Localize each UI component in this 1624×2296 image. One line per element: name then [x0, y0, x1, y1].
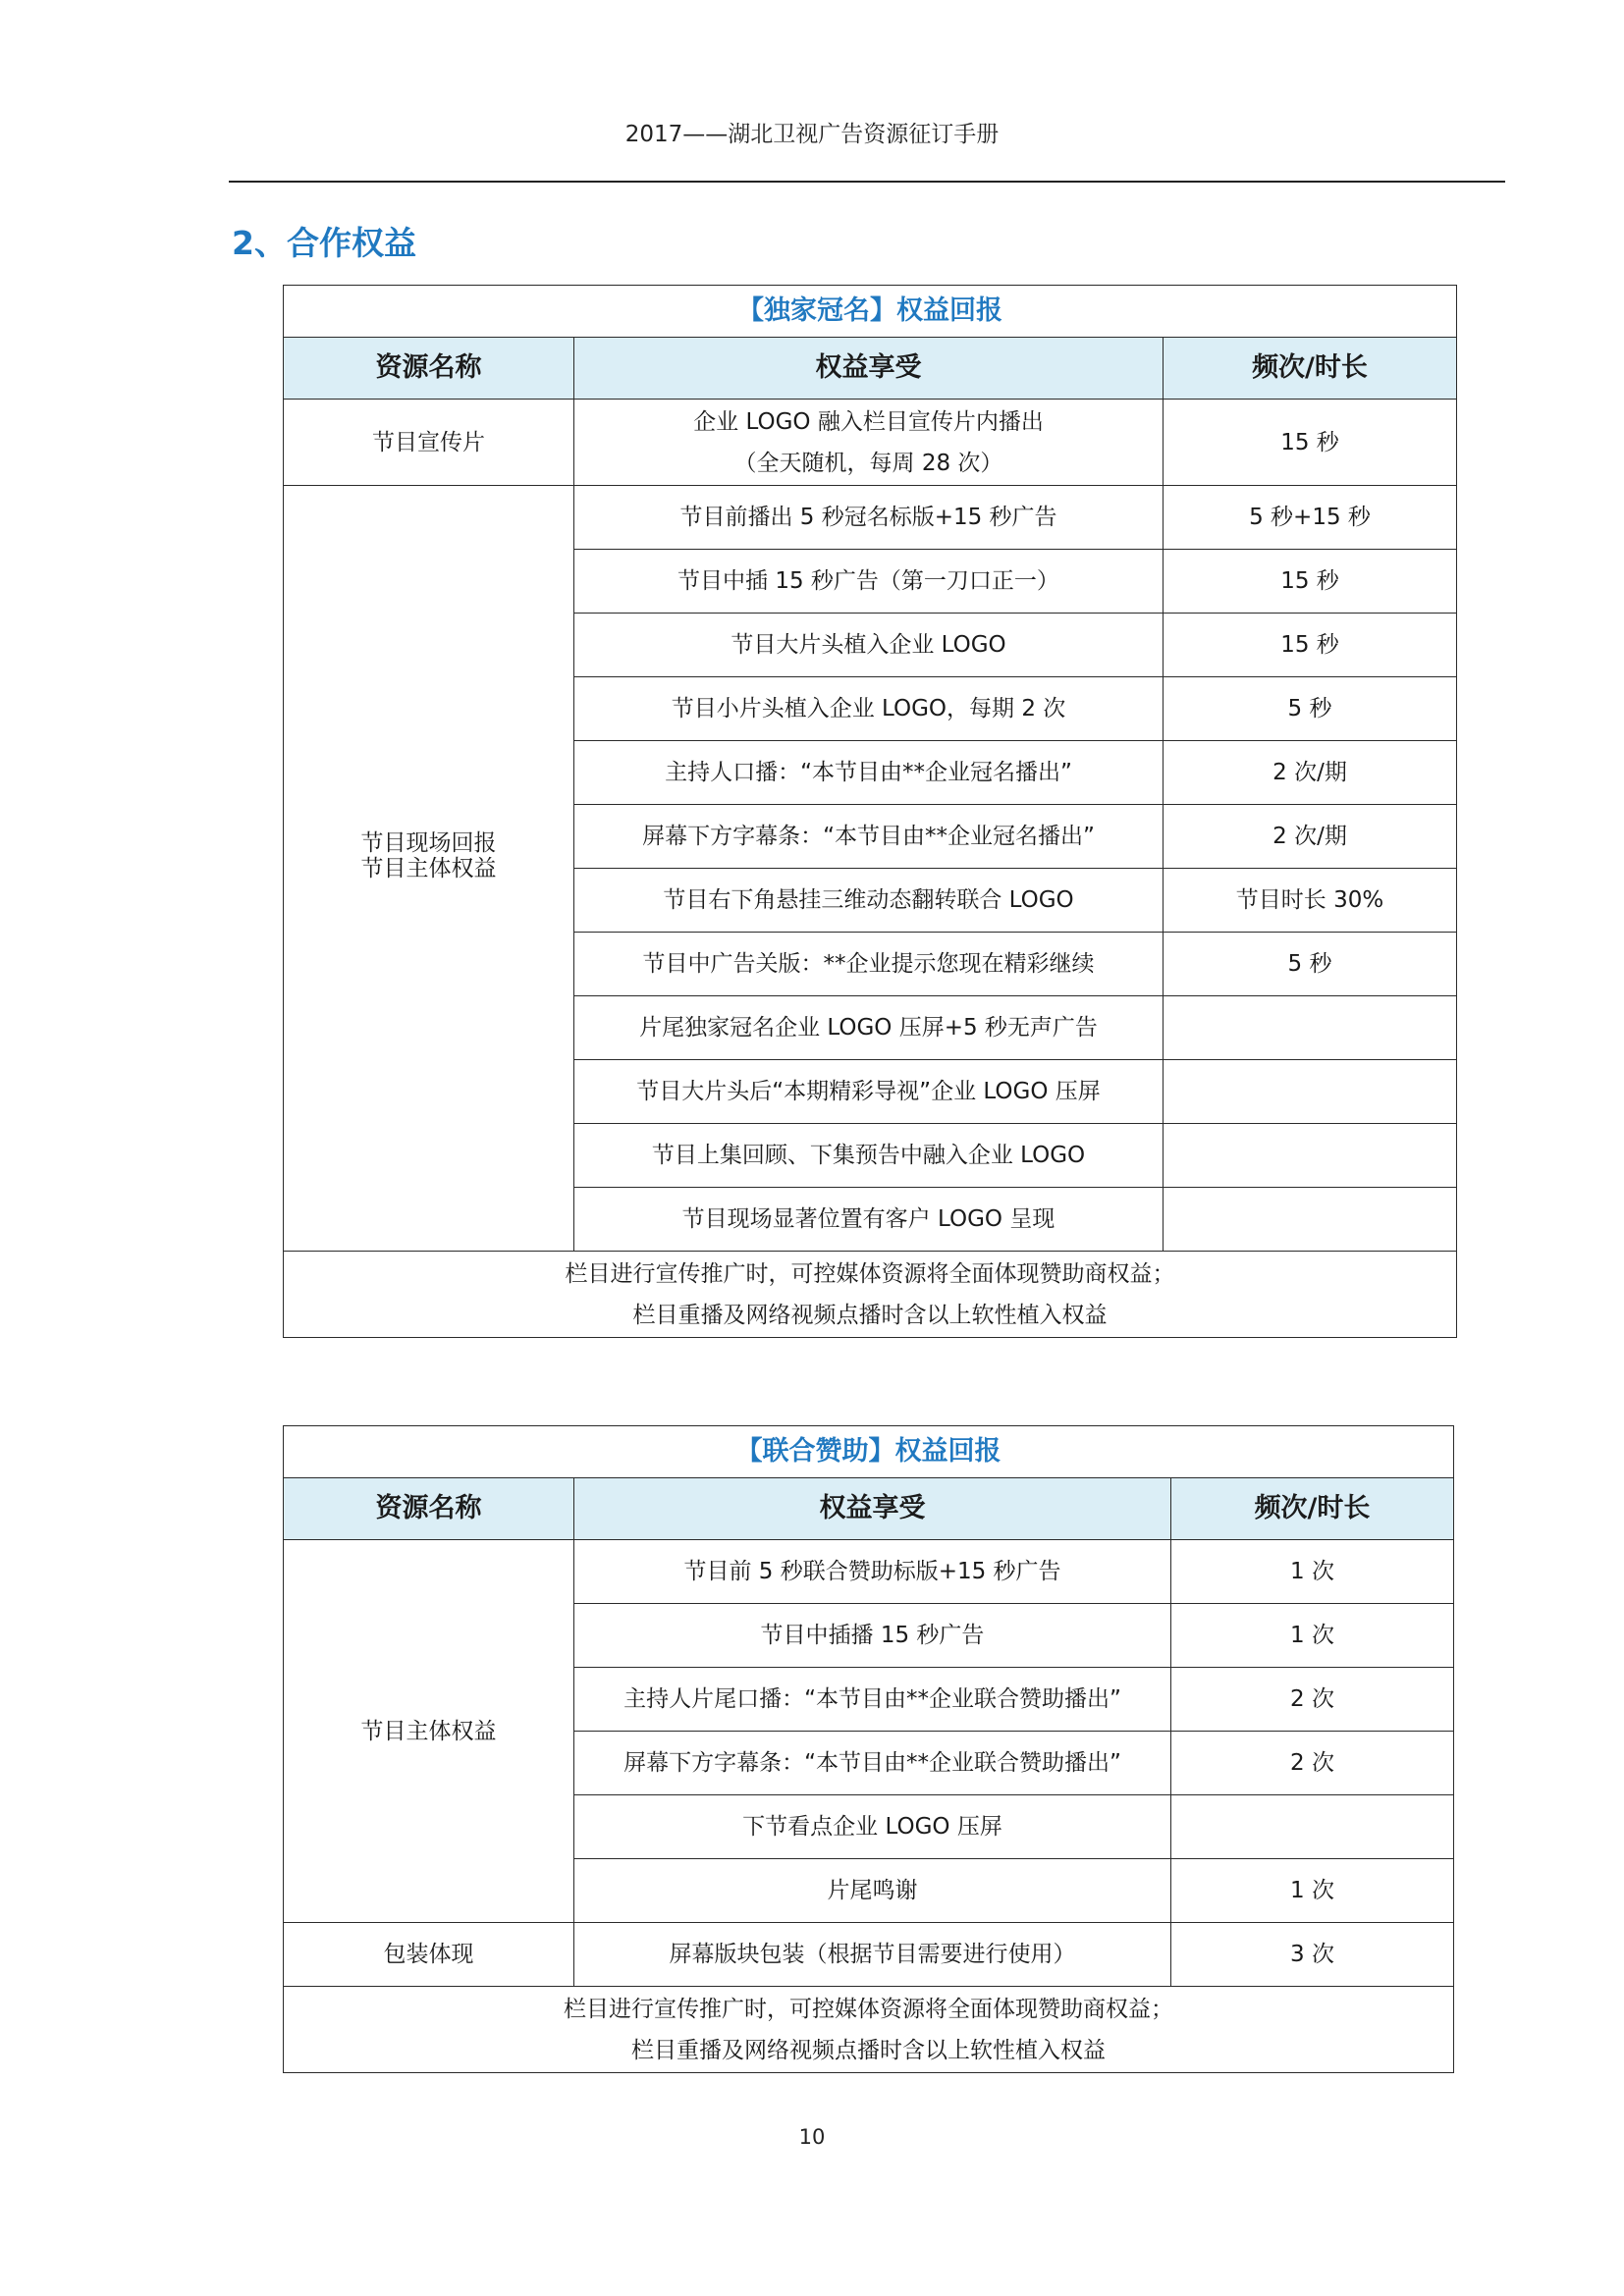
benefit-cell: 节目大片头后“本期精彩导视”企业 LOGO 压屏: [574, 1060, 1164, 1124]
frequency-cell: 5 秒+15 秒: [1164, 486, 1457, 550]
frequency-cell: 2 次: [1171, 1668, 1454, 1732]
frequency-cell: 15 秒: [1164, 400, 1457, 486]
benefit-cell: 片尾鸣谢: [574, 1859, 1171, 1923]
benefit-cell: [574, 400, 1164, 486]
benefit-line: 企业 LOGO 融入栏目宣传片内播出: [693, 408, 1044, 435]
benefit-cell: 节目中广告关版：**企业提示您现在精彩继续: [574, 933, 1164, 996]
resource-name-cell: 包装体现: [284, 1923, 574, 1987]
resource-name-cell: 节目宣传片: [284, 400, 574, 486]
benefit-cell: 主持人口播：“本节目由**企业冠名播出”: [574, 741, 1164, 805]
table-header-row: [284, 338, 1457, 400]
benefit-cell: 节目上集回顾、下集预告中融入企业 LOGO: [574, 1124, 1164, 1188]
table-row: [284, 486, 1457, 550]
table-caption: 【独家冠名】权益回报: [284, 286, 1457, 338]
benefit-cell: 节目小片头植入企业 LOGO，每期 2 次: [574, 677, 1164, 741]
exclusive-sponsorship-table: [283, 285, 1457, 1338]
resource-name-cell: [284, 486, 574, 1252]
frequency-cell: 2 次: [1171, 1732, 1454, 1795]
column-header-benefit: 权益享受: [574, 1478, 1171, 1540]
frequency-cell: 节目时长 30%: [1164, 869, 1457, 933]
frequency-cell: 1 次: [1171, 1604, 1454, 1668]
table-note-cell: [284, 1252, 1457, 1338]
frequency-cell: 2 次/期: [1164, 741, 1457, 805]
frequency-cell: 15 秒: [1164, 614, 1457, 677]
header-divider: [229, 181, 1505, 183]
page-number: 10: [798, 2125, 826, 2149]
page-header-title: 2017——湖北卫视广告资源征订手册: [624, 122, 1000, 147]
benefit-cell: 片尾独家冠名企业 LOGO 压屏+5 秒无声广告: [574, 996, 1164, 1060]
category-onsite-label: 节目现场回报: [360, 829, 497, 856]
benefit-cell: 屏幕下方字幕条：“本节目由**企业联合赞助播出”: [574, 1732, 1171, 1795]
benefit-cell: 节目现场显著位置有客户 LOGO 呈现: [574, 1188, 1164, 1252]
frequency-cell: 2 次/期: [1164, 805, 1457, 869]
benefit-cell: 节目大片头植入企业 LOGO: [574, 614, 1164, 677]
joint-sponsorship-table: [283, 1425, 1454, 2073]
note-line: 栏目进行宣传推广时，可控媒体资源将全面体现赞助商权益；: [564, 1996, 1173, 2022]
frequency-cell: 1 次: [1171, 1540, 1454, 1604]
benefit-cell: 屏幕版块包装（根据节目需要进行使用）: [574, 1923, 1171, 1987]
table-caption: 【联合赞助】权益回报: [284, 1426, 1454, 1478]
frequency-cell: 3 次: [1171, 1923, 1454, 1987]
benefit-cell: 屏幕下方字幕条：“本节目由**企业冠名播出”: [574, 805, 1164, 869]
table-note-row: [284, 1987, 1454, 2073]
benefit-cell: 主持人片尾口播：“本节目由**企业联合赞助播出”: [574, 1668, 1171, 1732]
column-header-benefit: 权益享受: [574, 338, 1164, 400]
column-header-frequency: 频次/时长: [1164, 338, 1457, 400]
note-line: 栏目重播及网络视频点播时含以上软性植入权益: [632, 1302, 1108, 1328]
table-note-cell: [284, 1987, 1454, 2073]
frequency-cell: [1171, 1795, 1454, 1859]
benefit-cell: 节目中插播 15 秒广告: [574, 1604, 1171, 1668]
category-main-label: 节目主体权益: [360, 855, 497, 881]
benefit-cell: 节目右下角悬挂三维动态翻转联合 LOGO: [574, 869, 1164, 933]
column-header-resource: 资源名称: [284, 1478, 574, 1540]
frequency-cell: 5 秒: [1164, 677, 1457, 741]
benefit-cell: 节目中插 15 秒广告（第一刀口正一）: [574, 550, 1164, 614]
frequency-cell: 1 次: [1171, 1859, 1454, 1923]
column-header-resource: 资源名称: [284, 338, 574, 400]
frequency-cell: 15 秒: [1164, 550, 1457, 614]
benefit-cell: 下节看点企业 LOGO 压屏: [574, 1795, 1171, 1859]
note-line: 栏目重播及网络视频点播时含以上软性植入权益: [631, 2037, 1106, 2063]
column-header-frequency: 频次/时长: [1171, 1478, 1454, 1540]
benefit-cell: 节目前 5 秒联合赞助标版+15 秒广告: [574, 1540, 1171, 1604]
table-row: [284, 400, 1457, 486]
frequency-cell: 5 秒: [1164, 933, 1457, 996]
table-row: [284, 1923, 1454, 1987]
frequency-cell: [1164, 1188, 1457, 1252]
table-header-row: [284, 1478, 1454, 1540]
frequency-cell: [1164, 1124, 1457, 1188]
frequency-cell: [1164, 1060, 1457, 1124]
benefit-cell: 节目前播出 5 秒冠名标版+15 秒广告: [574, 486, 1164, 550]
resource-name-cell: 节目主体权益: [284, 1540, 574, 1923]
table-note-row: [284, 1252, 1457, 1338]
note-line: 栏目进行宣传推广时，可控媒体资源将全面体现赞助商权益；: [565, 1260, 1175, 1287]
section-title: 2、合作权益: [232, 224, 416, 262]
frequency-cell: [1164, 996, 1457, 1060]
benefit-line: （全天随机，每周 28 次）: [733, 450, 1003, 476]
table-row: [284, 1540, 1454, 1604]
